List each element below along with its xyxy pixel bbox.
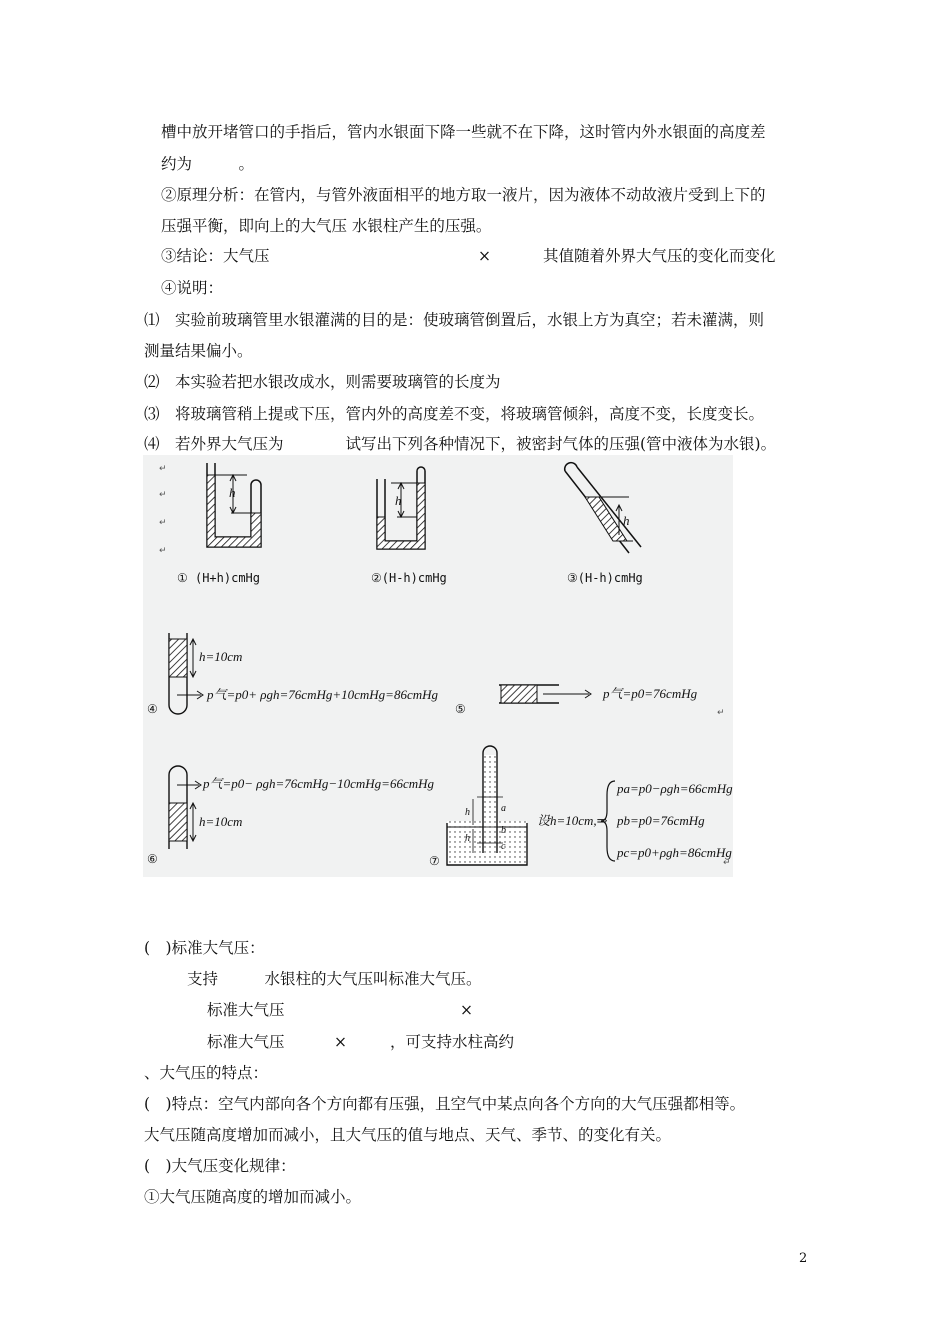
times-sign: × (478, 247, 491, 265)
return-mark: ↵ (723, 858, 731, 868)
return-mark: ↵ (159, 490, 167, 500)
page-number: 2 (799, 1251, 808, 1266)
times-sign: × (334, 1033, 347, 1051)
text-line: 支持 水银柱的大气压叫标准大气压。 (187, 970, 482, 988)
text-line: ( )大气压变化规律： (144, 1157, 296, 1175)
diagram-number-4: ④ (147, 702, 158, 716)
trough-diagram-7 (429, 746, 733, 868)
text-line: ⑴ 实验前玻璃管里水银灌满的目的是：使玻璃管倒置后，水银上方为真空；若未灌满，则 (144, 311, 765, 329)
text-line: ⑶ 将玻璃管稍上提或下压，管内外的高度差不变，将玻璃管倾斜，高度不变，长度变长。 (144, 405, 765, 423)
return-mark: ↵ (717, 708, 725, 718)
label-c: c (501, 841, 506, 852)
return-mark: ↵ (159, 518, 167, 528)
tube-diagram-6 (147, 766, 434, 866)
u-tube-diagram-2 (377, 467, 425, 549)
text-line: ⑷ 若外界大气压为 试写出下列各种情况下，被密封气体的压强(管中液体为水银)。 (144, 435, 777, 453)
equation-6: p气=p0− ρgh=76cmHg−10cmHg=66cmHg (203, 776, 434, 791)
text-line: ⑵ 本实验若把水银改成水，则需要玻璃管的长度为 (144, 373, 501, 391)
equation-5: p气=p0=76cmHg (603, 686, 698, 701)
return-mark: ↵ (159, 464, 167, 474)
label-a: a (501, 803, 506, 814)
diagram-number-5: ⑤ (455, 702, 466, 716)
label-h: h (623, 513, 630, 528)
text-line: ①大气压随高度的增加而减小。 (144, 1188, 362, 1206)
inclined-tube-diagram-3 (565, 463, 641, 553)
equation-7b: pb=p0=76cmHg (617, 813, 705, 828)
times-sign: × (460, 1001, 473, 1019)
label-h10: h=10cm (199, 649, 243, 664)
pressure-diagrams-figure (143, 455, 733, 877)
label-h: h (229, 485, 236, 500)
tube-diagram-4 (147, 633, 438, 716)
caption-3: ③(H-h)cmHg (567, 571, 643, 585)
text-line: 、大气压的特点： (144, 1064, 269, 1082)
equation-7c: pc=p0+ρgh=86cmHg (617, 845, 732, 860)
diagram-number-7: ⑦ (429, 854, 440, 868)
diagram-number-6: ⑥ (147, 852, 158, 866)
text-line: ( )标准大气压： (144, 939, 265, 957)
label-b: b (501, 825, 506, 836)
text-line: 约为 。 (161, 155, 255, 173)
text-line: 槽中放开堵管口的手指后，管内水银面下降一些就不在下降，这时管内外水银面的高度差 (161, 123, 766, 141)
text-line: ( )特点：空气内部向各个方向都有压强，且空气中某点向各个方向的大气压强都相等。 (144, 1095, 746, 1113)
text-line: 标准大气压 (207, 1001, 285, 1019)
equation-4: p气=p0+ ρgh=76cmHg+10cmHg=86cmHg (207, 687, 438, 702)
label-h10: h=10cm (199, 814, 243, 829)
text-line: 大气压随高度增加而减小，且大气压的值与地点、天气、季节、的变化有关。 (144, 1126, 672, 1144)
text-line: 标准大气压 (207, 1033, 285, 1051)
caption-1: ① (H+h)cmHg (177, 571, 261, 585)
caption-2: ②(H-h)cmHg (371, 571, 447, 585)
u-tube-diagram-1 (207, 463, 261, 547)
text-line: ②原理分析：在管内，与管外液面相平的地方取一液片，因为液体不动故液片受到上下的 (161, 186, 766, 204)
text-line: 压强平衡，即向上的大气压 水银柱产生的压强。 (161, 217, 492, 235)
equation-7a: pa=p0−ρgh=66cmHg (617, 781, 733, 796)
text-line: 测量结果偏小。 (144, 342, 253, 360)
label-h: h (465, 833, 470, 844)
return-mark: ↵ (159, 546, 167, 556)
text-line: 其值随着外界大气压的变化而变化 (543, 247, 776, 265)
tube-diagram-5 (455, 685, 725, 718)
assumption-7: 设h=10cm,⇒ (537, 813, 608, 828)
text-line: ③结论：大气压 (161, 247, 270, 265)
label-h: h (465, 807, 470, 818)
text-line: ④说明： (161, 279, 224, 297)
text-line: ，可支持水柱高约 (390, 1033, 515, 1051)
label-h: h (395, 493, 402, 508)
